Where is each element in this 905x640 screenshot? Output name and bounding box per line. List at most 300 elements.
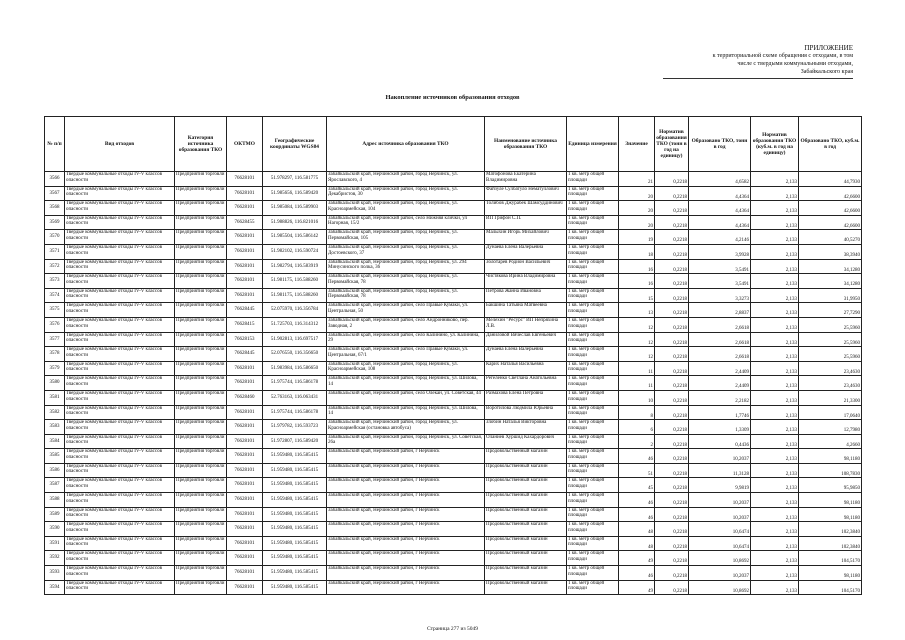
generated-tons-cell: 10,8692 [689, 580, 751, 595]
waste-kind-cell: Твёрдые коммунальные отходы IV-V классов опасности [65, 463, 175, 478]
waste-kind-cell: Твёрдые коммунальные отходы IV-V классов опасности [65, 244, 175, 259]
coordinates-cell: 51.959480, 116.585415 [263, 580, 327, 595]
generated-tons-cell: 10,2037 [689, 449, 751, 464]
generated-cubic-cell: 98,1180 [799, 493, 862, 508]
generated-tons-cell: 2,6618 [689, 332, 751, 347]
generated-cubic-cell: 21,3300 [799, 390, 862, 405]
norm-cubic-cell: 2,133 [751, 244, 799, 259]
norm-cubic-cell: 2,133 [751, 172, 799, 187]
source-address-cell: Забайкальский край, Нерчинский район, село Олекан, ул. Советская, 44 [327, 390, 485, 405]
table-row [45, 536, 862, 551]
row-number-cell: 3573 [45, 274, 65, 289]
norm-tons-cell: 0,2218 [655, 522, 689, 537]
table-row [45, 507, 862, 522]
source-name-cell: Продовольственный магазин [485, 522, 567, 537]
table-row [45, 493, 862, 508]
header-cell: Вид отходов [65, 117, 175, 172]
generated-cubic-cell: 27,7290 [799, 303, 862, 318]
coordinates-cell: 51.959480, 116.585415 [263, 522, 327, 537]
generated-tons-cell: 3,5491 [689, 259, 751, 274]
table-header-row [45, 117, 862, 172]
waste-kind-cell: Твёрдые коммунальные отходы IV-V классов опасности [65, 405, 175, 420]
generated-cubic-cell: 104,5170 [799, 580, 862, 595]
source-name-cell: Регеленко Светлана Анатольевна [485, 376, 567, 391]
table-row [45, 580, 862, 595]
generated-tons-cell: 2,6618 [689, 317, 751, 332]
unit-cell: 1 кв. метр общей площади [567, 463, 619, 478]
waste-kind-cell: Твёрдые коммунальные отходы IV-V классов опасности [65, 274, 175, 289]
source-category-cell: Предприятия торговли [175, 317, 227, 332]
row-number-cell: 3590 [45, 522, 65, 537]
value-cell: 20 [619, 201, 655, 216]
table-row [45, 405, 862, 420]
oktmo-code-cell: 76628455 [227, 215, 263, 230]
norm-cubic-cell: 2,133 [751, 405, 799, 420]
norm-tons-cell: 0,2218 [655, 420, 689, 435]
value-cell: 12 [619, 317, 655, 332]
coordinates-cell: 51.725703, 116.314312 [263, 317, 327, 332]
norm-tons-cell: 0,2218 [655, 434, 689, 449]
page-footer: Страница 277 из 5049 [426, 626, 479, 632]
norm-tons-cell: 0,2218 [655, 259, 689, 274]
coordinates-cell: 51.959480, 116.585415 [263, 536, 327, 551]
generated-tons-cell: 4,4364 [689, 215, 751, 230]
source-category-cell: Предприятия торговли [175, 390, 227, 405]
source-category-cell: Предприятия торговли [175, 507, 227, 522]
source-address-cell: Забайкальский край, Нерчинский район, г Нерчинск [327, 536, 485, 551]
coordinates-cell: 51.988826, 116.821016 [263, 215, 327, 230]
source-address-cell: Забайкальский край, Нерчинский район, г Нерчинск [327, 493, 485, 508]
table-row [45, 566, 862, 581]
waste-kind-cell: Твёрдые коммунальные отходы IV-V классов опасности [65, 478, 175, 493]
source-address-cell: Забайкальский край, Нерчинский район, г Нерчинск [327, 580, 485, 595]
table-row [45, 347, 862, 362]
norm-cubic-cell: 2,133 [751, 288, 799, 303]
appendix-block [663, 44, 853, 76]
document-title: Накопление источников образования отходов [385, 94, 520, 101]
source-name-cell: Злобин Наталья Викторовна [485, 420, 567, 435]
norm-cubic-cell: 2,133 [751, 507, 799, 522]
table-row [45, 332, 862, 347]
generated-tons-cell: 3,5491 [689, 274, 751, 289]
waste-kind-cell: Твёрдые коммунальные отходы IV-V классов опасности [65, 390, 175, 405]
norm-tons-cell: 0,2218 [655, 244, 689, 259]
unit-cell: 1 кв. метр общей площади [567, 201, 619, 216]
norm-cubic-cell: 2,133 [751, 274, 799, 289]
oktmo-code-cell: 76628460 [227, 390, 263, 405]
waste-kind-cell: Твёрдые коммунальные отходы IV-V классов опасности [65, 303, 175, 318]
header-cell: Наименование источника образования ТКО [485, 117, 567, 172]
oktmo-code-cell: 76628101 [227, 274, 263, 289]
norm-cubic-cell: 2,133 [751, 361, 799, 376]
oktmo-code-cell: 76628101 [227, 361, 263, 376]
generated-cubic-cell: 95,9850 [799, 478, 862, 493]
generated-tons-cell: 4,6582 [689, 172, 751, 187]
generated-cubic-cell: 34,1280 [799, 259, 862, 274]
row-number-cell: 3586 [45, 463, 65, 478]
waste-kind-cell: Твёрдые коммунальные отходы IV-V классов опасности [65, 434, 175, 449]
unit-cell: 1 кв. метр общей площади [567, 434, 619, 449]
source-name-cell: Продовольственный магазин [485, 449, 567, 464]
generated-cubic-cell: 98,1180 [799, 449, 862, 464]
unit-cell: 1 кв. метр общей площади [567, 566, 619, 581]
source-address-cell: Забайкальский край, Нерчинский район, город Нерчинск, ул. Первомайская, 78 [327, 288, 485, 303]
generated-cubic-cell: 102,3840 [799, 536, 862, 551]
norm-tons-cell: 0,2218 [655, 201, 689, 216]
header-cell: Значение [619, 117, 655, 172]
generated-cubic-cell: 42,6600 [799, 186, 862, 201]
row-number-cell: 3567 [45, 186, 65, 201]
table-row [45, 303, 862, 318]
table-row [45, 463, 862, 478]
unit-cell: 1 кв. метр общей площади [567, 536, 619, 551]
norm-tons-cell: 0,2218 [655, 172, 689, 187]
source-category-cell: Предприятия торговли [175, 463, 227, 478]
generated-cubic-cell: 42,6600 [799, 215, 862, 230]
value-cell: 48 [619, 522, 655, 537]
row-number-cell: 3574 [45, 288, 65, 303]
value-cell: 2 [619, 434, 655, 449]
source-name-cell: Петрова Жанна Ивановна [485, 288, 567, 303]
norm-cubic-cell: 2,133 [751, 536, 799, 551]
oktmo-code-cell: 76628101 [227, 536, 263, 551]
value-cell: 16 [619, 259, 655, 274]
source-name-cell: Продовольственный магазин [485, 551, 567, 566]
source-address-cell: Забайкальский край, Нерчинский район, село Нижняя клички, ул Нагорная, 15/2 [327, 215, 485, 230]
table-row [45, 230, 862, 245]
source-category-cell: Предприятия торговли [175, 420, 227, 435]
coordinates-cell: 51.975744, 116.586178 [263, 405, 327, 420]
generated-tons-cell: 2,8837 [689, 303, 751, 318]
row-number-cell: 3585 [45, 449, 65, 464]
row-number-cell: 3592 [45, 551, 65, 566]
source-category-cell: Предприятия торговли [175, 215, 227, 230]
generated-cubic-cell: 44,7930 [799, 172, 862, 187]
value-cell: 46 [619, 449, 655, 464]
header-cell: Категория источника образования ТКО [175, 117, 227, 172]
unit-cell: 1 кв. метр общей площади [567, 390, 619, 405]
row-number-cell: 3566 [45, 172, 65, 187]
coordinates-cell: 52.763163, 116.063431 [263, 390, 327, 405]
generated-tons-cell: 10,2037 [689, 507, 751, 522]
row-number-cell: 3582 [45, 405, 65, 420]
source-name-cell: Продовольственный магазин [485, 580, 567, 595]
source-address-cell: Забайкальский край, Нерчинский район, село Правые Кумаки, ул. Центральная, 50 [327, 303, 485, 318]
unit-cell: 1 кв. метр общей площади [567, 215, 619, 230]
table-row [45, 420, 862, 435]
unit-cell: 1 кв. метр общей площади [567, 551, 619, 566]
norm-cubic-cell: 2,133 [751, 522, 799, 537]
source-name-cell: Размахова Елена Петровна [485, 390, 567, 405]
unit-cell: 1 кв. метр общей площади [567, 244, 619, 259]
value-cell: 11 [619, 361, 655, 376]
row-number-cell: 3589 [45, 507, 65, 522]
table-row [45, 201, 862, 216]
row-number-cell: 3593 [45, 566, 65, 581]
source-name-cell: Продовольственный магазин [485, 463, 567, 478]
source-address-cell: Забайкальский край, Нерчинский район, город Нерчинск, ул. Первомайская, 105 [327, 230, 485, 245]
generated-tons-cell: 10,2037 [689, 493, 751, 508]
waste-kind-cell: Твёрдые коммунальные отходы IV-V классов опасности [65, 332, 175, 347]
norm-tons-cell: 0,2218 [655, 288, 689, 303]
value-cell: 49 [619, 580, 655, 595]
coordinates-cell: 51.985656, 116.589420 [263, 186, 327, 201]
norm-tons-cell: 0,2218 [655, 551, 689, 566]
value-cell: 19 [619, 230, 655, 245]
source-category-cell: Предприятия торговли [175, 303, 227, 318]
coordinates-cell: 51.959480, 116.585415 [263, 449, 327, 464]
norm-tons-cell: 0,2218 [655, 463, 689, 478]
source-name-cell: Дунаева Елена Валерьевна [485, 244, 567, 259]
row-number-cell: 3577 [45, 332, 65, 347]
unit-cell: 1 кв. метр общей площади [567, 420, 619, 435]
generated-tons-cell: 0,4436 [689, 434, 751, 449]
table-row [45, 376, 862, 391]
value-cell: 48 [619, 536, 655, 551]
coordinates-cell: 51.979782, 116.593723 [263, 420, 327, 435]
generated-cubic-cell: 25,5960 [799, 332, 862, 347]
oktmo-code-cell: 76628101 [227, 463, 263, 478]
oktmo-code-cell: 76628101 [227, 522, 263, 537]
generated-cubic-cell: 104,5170 [799, 551, 862, 566]
generated-cubic-cell: 25,5960 [799, 347, 862, 362]
value-cell: 12 [619, 332, 655, 347]
waste-kind-cell: Твёрдые коммунальные отходы IV-V классов опасности [65, 347, 175, 362]
table-row [45, 449, 862, 464]
norm-cubic-cell: 2,133 [751, 580, 799, 595]
source-address-cell: Забайкальский край, Нерчинский район, город Нерчинск, ул. Ярославского, 4 [327, 172, 485, 187]
norm-tons-cell: 0,2218 [655, 449, 689, 464]
table-row [45, 478, 862, 493]
row-number-cell: 3571 [45, 244, 65, 259]
norm-cubic-cell: 2,133 [751, 478, 799, 493]
norm-cubic-cell: 2,133 [751, 566, 799, 581]
value-cell: 49 [619, 551, 655, 566]
header-cell: Норматив образования ТКО (куб.м. в год на единицу) [751, 117, 799, 172]
generated-cubic-cell: 23,4630 [799, 376, 862, 391]
generated-tons-cell: 10,6474 [689, 522, 751, 537]
row-number-cell: 3575 [45, 303, 65, 318]
source-address-cell: Забайкальский край, Нерчинский район, город Нерчинск, ул. Красноармейская, 108 [327, 361, 485, 376]
row-number-cell: 3579 [45, 361, 65, 376]
waste-kind-cell: Твёрдые коммунальные отходы IV-V классов опасности [65, 507, 175, 522]
generated-cubic-cell: 12,7980 [799, 420, 862, 435]
value-cell: 46 [619, 507, 655, 522]
source-name-cell: Продовольственный магазин [485, 566, 567, 581]
source-address-cell: Забайкальский край, Нерчинский район, город Нерчинск, ул. Первомайская, 78 [327, 274, 485, 289]
norm-tons-cell: 0,2218 [655, 317, 689, 332]
generated-cubic-cell: 34,1280 [799, 274, 862, 289]
source-name-cell: Даниловой Вячеслав Евгеньевич [485, 332, 567, 347]
row-number-cell: 3587 [45, 478, 65, 493]
value-cell: 20 [619, 215, 655, 230]
generated-tons-cell: 2,4409 [689, 361, 751, 376]
source-address-cell: Забайкальский край, Нерчинский район, г Нерчинск [327, 522, 485, 537]
generated-cubic-cell: 38,3940 [799, 244, 862, 259]
generated-tons-cell: 1,7746 [689, 405, 751, 420]
waste-kind-cell: Твёрдые коммунальные отходы IV-V классов опасности [65, 580, 175, 595]
source-address-cell: Забайкальский край, Нерчинский район, село Андронниково, пер. Заводная, 2 [327, 317, 485, 332]
oktmo-code-cell: 76628101 [227, 186, 263, 201]
generated-tons-cell: 2,6618 [689, 347, 751, 362]
waste-kind-cell: Твёрдые коммунальные отходы IV-V классов опасности [65, 317, 175, 332]
row-number-cell: 3568 [45, 201, 65, 216]
norm-cubic-cell: 2,133 [751, 449, 799, 464]
coordinates-cell: 51.983984, 116.586650 [263, 361, 327, 376]
source-name-cell: Файзуле Сулбатуло Нематуллович [485, 186, 567, 201]
source-name-cell: Карих Наталья Васильевна [485, 361, 567, 376]
norm-cubic-cell: 2,133 [751, 317, 799, 332]
norm-cubic-cell: 2,133 [751, 303, 799, 318]
value-cell: 12 [619, 347, 655, 362]
oktmo-code-cell: 76628101 [227, 288, 263, 303]
row-number-cell: 3576 [45, 317, 65, 332]
generated-cubic-cell: 102,3840 [799, 522, 862, 537]
source-category-cell: Предприятия торговли [175, 493, 227, 508]
value-cell: 45 [619, 478, 655, 493]
coordinates-cell: 51.985504, 116.586142 [263, 230, 327, 245]
coordinates-cell: 51.959480, 116.585415 [263, 493, 327, 508]
oktmo-code-cell: 76628101 [227, 201, 263, 216]
generated-tons-cell: 2,2182 [689, 390, 751, 405]
waste-kind-cell: Твёрдые коммунальные отходы IV-V классов опасности [65, 420, 175, 435]
source-address-cell: Забайкальский край, Нерчинский район, город Нерчинск, ул. Советская, 26а [327, 434, 485, 449]
row-number-cell: 3591 [45, 536, 65, 551]
coordinates-cell: 51.902813, 116.697517 [263, 332, 327, 347]
oktmo-code-cell: 76628101 [227, 244, 263, 259]
norm-tons-cell: 0,2218 [655, 332, 689, 347]
norm-cubic-cell: 2,133 [751, 201, 799, 216]
generated-cubic-cell: 17,0640 [799, 405, 862, 420]
source-address-cell: Забайкальский край, Нерчинский район, город Нерчинск, ул. Шилова, 14 [327, 376, 485, 391]
coordinates-cell: 51.982794, 116.583919 [263, 259, 327, 274]
unit-cell: 1 кв. метр общей площади [567, 317, 619, 332]
source-name-cell: Воротилова Людмила Юрьевна [485, 405, 567, 420]
source-name-cell: Оланиев Хуршид Кахардорович [485, 434, 567, 449]
header-cell: ОКТМО [227, 117, 263, 172]
waste-kind-cell: Твёрдые коммунальные отходы IV-V классов опасности [65, 536, 175, 551]
table-row [45, 434, 862, 449]
oktmo-code-cell: 76628101 [227, 405, 263, 420]
source-category-cell: Предприятия торговли [175, 566, 227, 581]
norm-cubic-cell: 2,133 [751, 493, 799, 508]
source-name-cell: Бакшина Татьяна Матвеевна [485, 303, 567, 318]
source-category-cell: Предприятия торговли [175, 332, 227, 347]
unit-cell: 1 кв. метр общей площади [567, 493, 619, 508]
unit-cell: 1 кв. метр общей площади [567, 259, 619, 274]
source-category-cell: Предприятия торговли [175, 201, 227, 216]
oktmo-code-cell: 76628101 [227, 230, 263, 245]
source-category-cell: Предприятия торговли [175, 361, 227, 376]
oktmo-code-cell: 76628101 [227, 376, 263, 391]
unit-cell: 1 кв. метр общей площади [567, 405, 619, 420]
source-category-cell: Предприятия торговли [175, 244, 227, 259]
source-address-cell: Забайкальский край, Нерчинский район, город Нерчинск, ул. Красноармейская (остановка автобуса) [327, 420, 485, 435]
coordinates-cell: 51.978297, 116.581775 [263, 172, 327, 187]
oktmo-code-cell: 76628445 [227, 347, 263, 362]
source-category-cell: Предприятия торговли [175, 522, 227, 537]
source-category-cell: Предприятия торговли [175, 434, 227, 449]
source-name-cell: Продовольственный магазин [485, 536, 567, 551]
oktmo-code-cell: 76628101 [227, 172, 263, 187]
row-number-cell: 3580 [45, 376, 65, 391]
unit-cell: 1 кв. метр общей площади [567, 303, 619, 318]
unit-cell: 1 кв. метр общей площади [567, 449, 619, 464]
generated-tons-cell: 1,3309 [689, 420, 751, 435]
coordinates-cell: 52.075970, 116.356784 [263, 303, 327, 318]
source-address-cell: Забайкальский край, Нерчинский район, г Нерчинск [327, 463, 485, 478]
norm-cubic-cell: 2,133 [751, 390, 799, 405]
unit-cell: 1 кв. метр общей площади [567, 478, 619, 493]
table-row [45, 244, 862, 259]
norm-tons-cell: 0,2218 [655, 493, 689, 508]
coordinates-cell: 51.959480, 116.585415 [263, 566, 327, 581]
unit-cell: 1 кв. метр общей площади [567, 288, 619, 303]
norm-cubic-cell: 2,133 [751, 420, 799, 435]
oktmo-code-cell: 76628101 [227, 580, 263, 595]
norm-tons-cell: 0,2218 [655, 347, 689, 362]
unit-cell: 1 кв. метр общей площади [567, 376, 619, 391]
row-number-cell: 3569 [45, 215, 65, 230]
source-address-cell: Забайкальский край, Нерчинский район, г Нерчинск [327, 478, 485, 493]
oktmo-code-cell: 76628101 [227, 478, 263, 493]
value-cell: 18 [619, 244, 655, 259]
waste-kind-cell: Твёрдые коммунальные отходы IV-V классов опасности [65, 449, 175, 464]
waste-kind-cell: Твёрдые коммунальные отходы IV-V классов опасности [65, 361, 175, 376]
header-cell: Адрес источника образования ТКО [327, 117, 485, 172]
unit-cell: 1 кв. метр общей площади [567, 186, 619, 201]
oktmo-code-cell: 76628101 [227, 566, 263, 581]
source-category-cell: Предприятия торговли [175, 288, 227, 303]
row-number-cell: 3584 [45, 434, 65, 449]
generated-tons-cell: 11,3128 [689, 463, 751, 478]
norm-cubic-cell: 2,133 [751, 186, 799, 201]
waste-kind-cell: Твёрдые коммунальные отходы IV-V классов опасности [65, 215, 175, 230]
norm-cubic-cell: 2,133 [751, 230, 799, 245]
unit-cell: 1 кв. метр общей площади [567, 361, 619, 376]
norm-tons-cell: 0,2218 [655, 274, 689, 289]
coordinates-cell: 51.975744, 116.586178 [263, 376, 327, 391]
norm-tons-cell: 0,2218 [655, 580, 689, 595]
source-address-cell: Забайкальский край, Нерчинский район, село Калинино, ул. Калинина, 29 [327, 332, 485, 347]
generated-tons-cell: 3,9928 [689, 244, 751, 259]
norm-tons-cell: 0,2218 [655, 536, 689, 551]
coordinates-cell: 51.981175, 116.588260 [263, 274, 327, 289]
source-category-cell: Предприятия торговли [175, 274, 227, 289]
data-table-container [44, 116, 861, 595]
source-name-cell: Продовольственный магазин [485, 478, 567, 493]
table-row [45, 186, 862, 201]
oktmo-code-cell: 76628101 [227, 259, 263, 274]
generated-tons-cell: 2,4409 [689, 376, 751, 391]
header-cell: Норматив образования ТКО (тонн в год на единицу) [655, 117, 689, 172]
source-name-cell: Продовольственный магазин [485, 507, 567, 522]
unit-cell: 1 кв. метр общей площади [567, 172, 619, 187]
norm-cubic-cell: 2,133 [751, 376, 799, 391]
generated-cubic-cell: 4,2660 [799, 434, 862, 449]
coordinates-cell: 52.076550, 116.356650 [263, 347, 327, 362]
norm-cubic-cell: 2,133 [751, 551, 799, 566]
source-address-cell: Забайкальский край, Нерчинский район, город Нерчинск, ул. Декабристов, 30 [327, 186, 485, 201]
appendix-underline [663, 78, 853, 79]
generated-cubic-cell: 42,6600 [799, 201, 862, 216]
generated-cubic-cell: 98,1180 [799, 566, 862, 581]
waste-kind-cell: Твёрдые коммунальные отходы IV-V классов опасности [65, 201, 175, 216]
value-cell: 6 [619, 420, 655, 435]
norm-cubic-cell: 2,133 [751, 332, 799, 347]
generated-cubic-cell: 23,4630 [799, 361, 862, 376]
table-row [45, 551, 862, 566]
